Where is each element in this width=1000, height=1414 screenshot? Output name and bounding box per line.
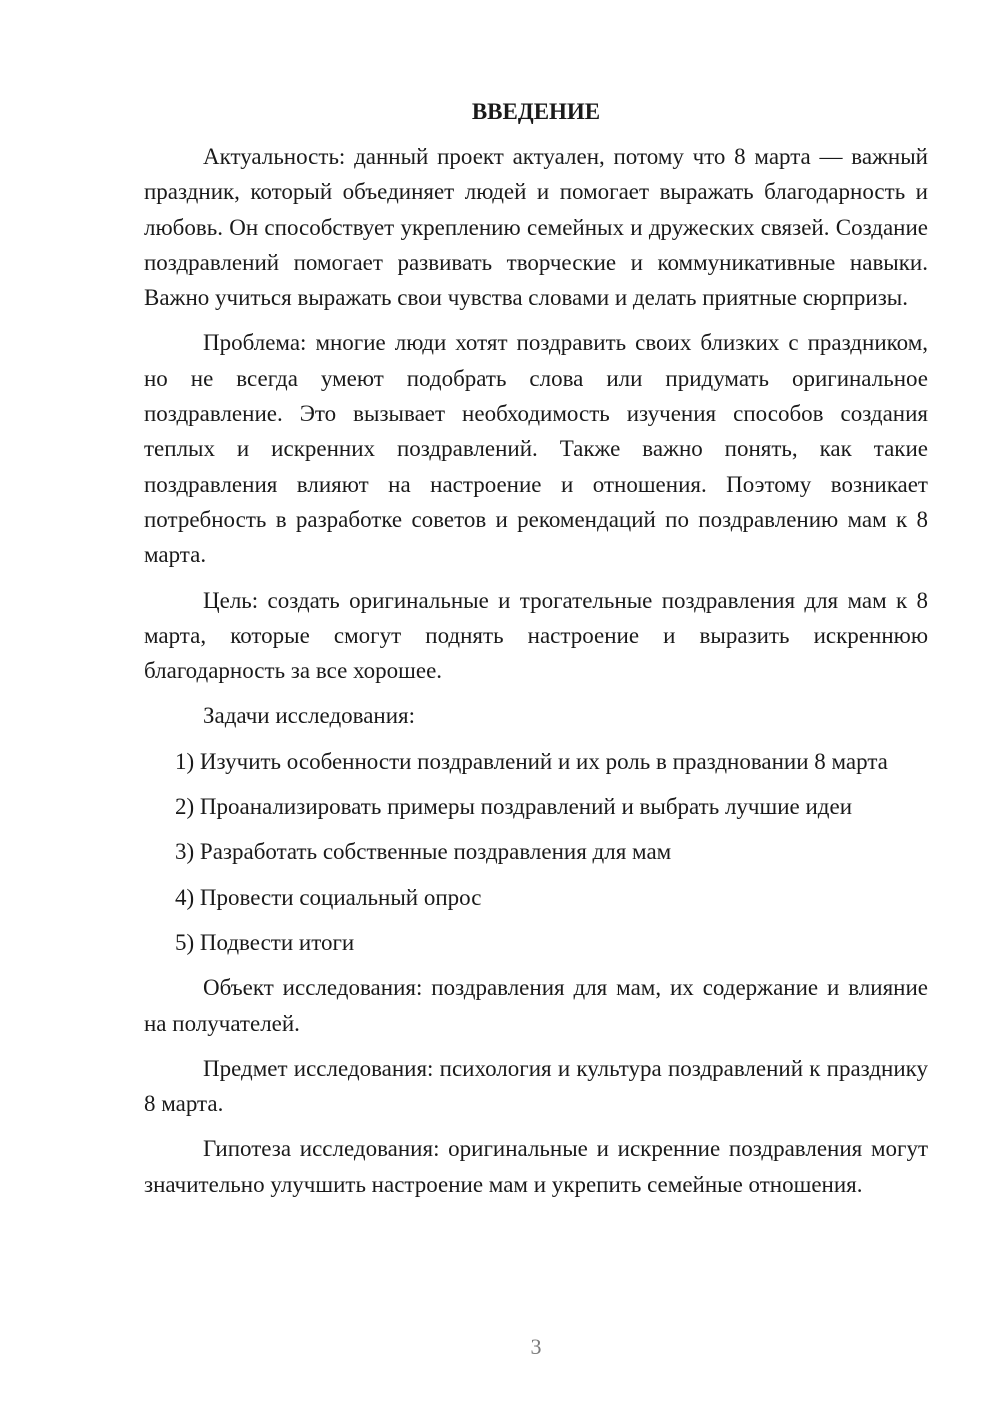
tasks-heading: Задачи исследования: [203, 703, 416, 729]
task-item-3: 3) Разработать собственные поздравления для мам [175, 839, 672, 865]
subject-paragraph: Предмет исследования: психология и культура поздравлений к празднику 8 марта. [144, 1055, 928, 1117]
page-title: ВВЕДЕНИЕ [471, 99, 601, 124]
task-item-4: 4) Провести социальный опрос [175, 884, 482, 910]
relevance-paragraph: Актуальность: данный проект актуален, потому что 8 марта — важный праздник, который объединяет людей и помогает выражать благодарность и любовь. Он способствует укреплению семейных и дружеских связей. Создание поздравлений помогает развивать творческие и коммуникативные навыки. Важно учиться выражать свои чувства словами и делать приятные сюрпризы. [144, 144, 928, 311]
task-item-5: 5) Подвести итоги [175, 929, 355, 955]
object-paragraph: Объект исследования: поздравления для мам, их содержание и влияние на получателей. [144, 975, 928, 1036]
problem-paragraph: Проблема: многие люди хотят поздравить своих близких с праздником, но не всегда умеют подобрать слова или придумать оригинальное поздравление. Это вызывает необходимость изучения способов создания теплых и искренних поздравлений. Также важно понять, как такие поздравления влияют на настроение и отношения. Поэтому возникает потребность в разработке советов и рекомендаций по поздравлению мам к 8 марта. [144, 330, 928, 568]
page-content [144, 94, 928, 1212]
task-item-1: 1) Изучить особенности поздравлений и их роль в праздновании 8 марта [175, 748, 888, 774]
task-item-2: 2) Проанализировать примеры поздравлений и выбрать лучшие идеи [175, 794, 853, 820]
page-number: 3 [530, 1334, 542, 1359]
hypothesis-paragraph: Гипотеза исследования: оригинальные и искренние поздравления могут значительно улучшить настроение мам и укрепить семейные отношения. [144, 1136, 928, 1197]
goal-paragraph: Цель: создать оригинальные и трогательные поздравления для мам к 8 марта, которые смогут поднять настроение и выразить искреннюю благодарность за все хорошее. [144, 587, 928, 684]
